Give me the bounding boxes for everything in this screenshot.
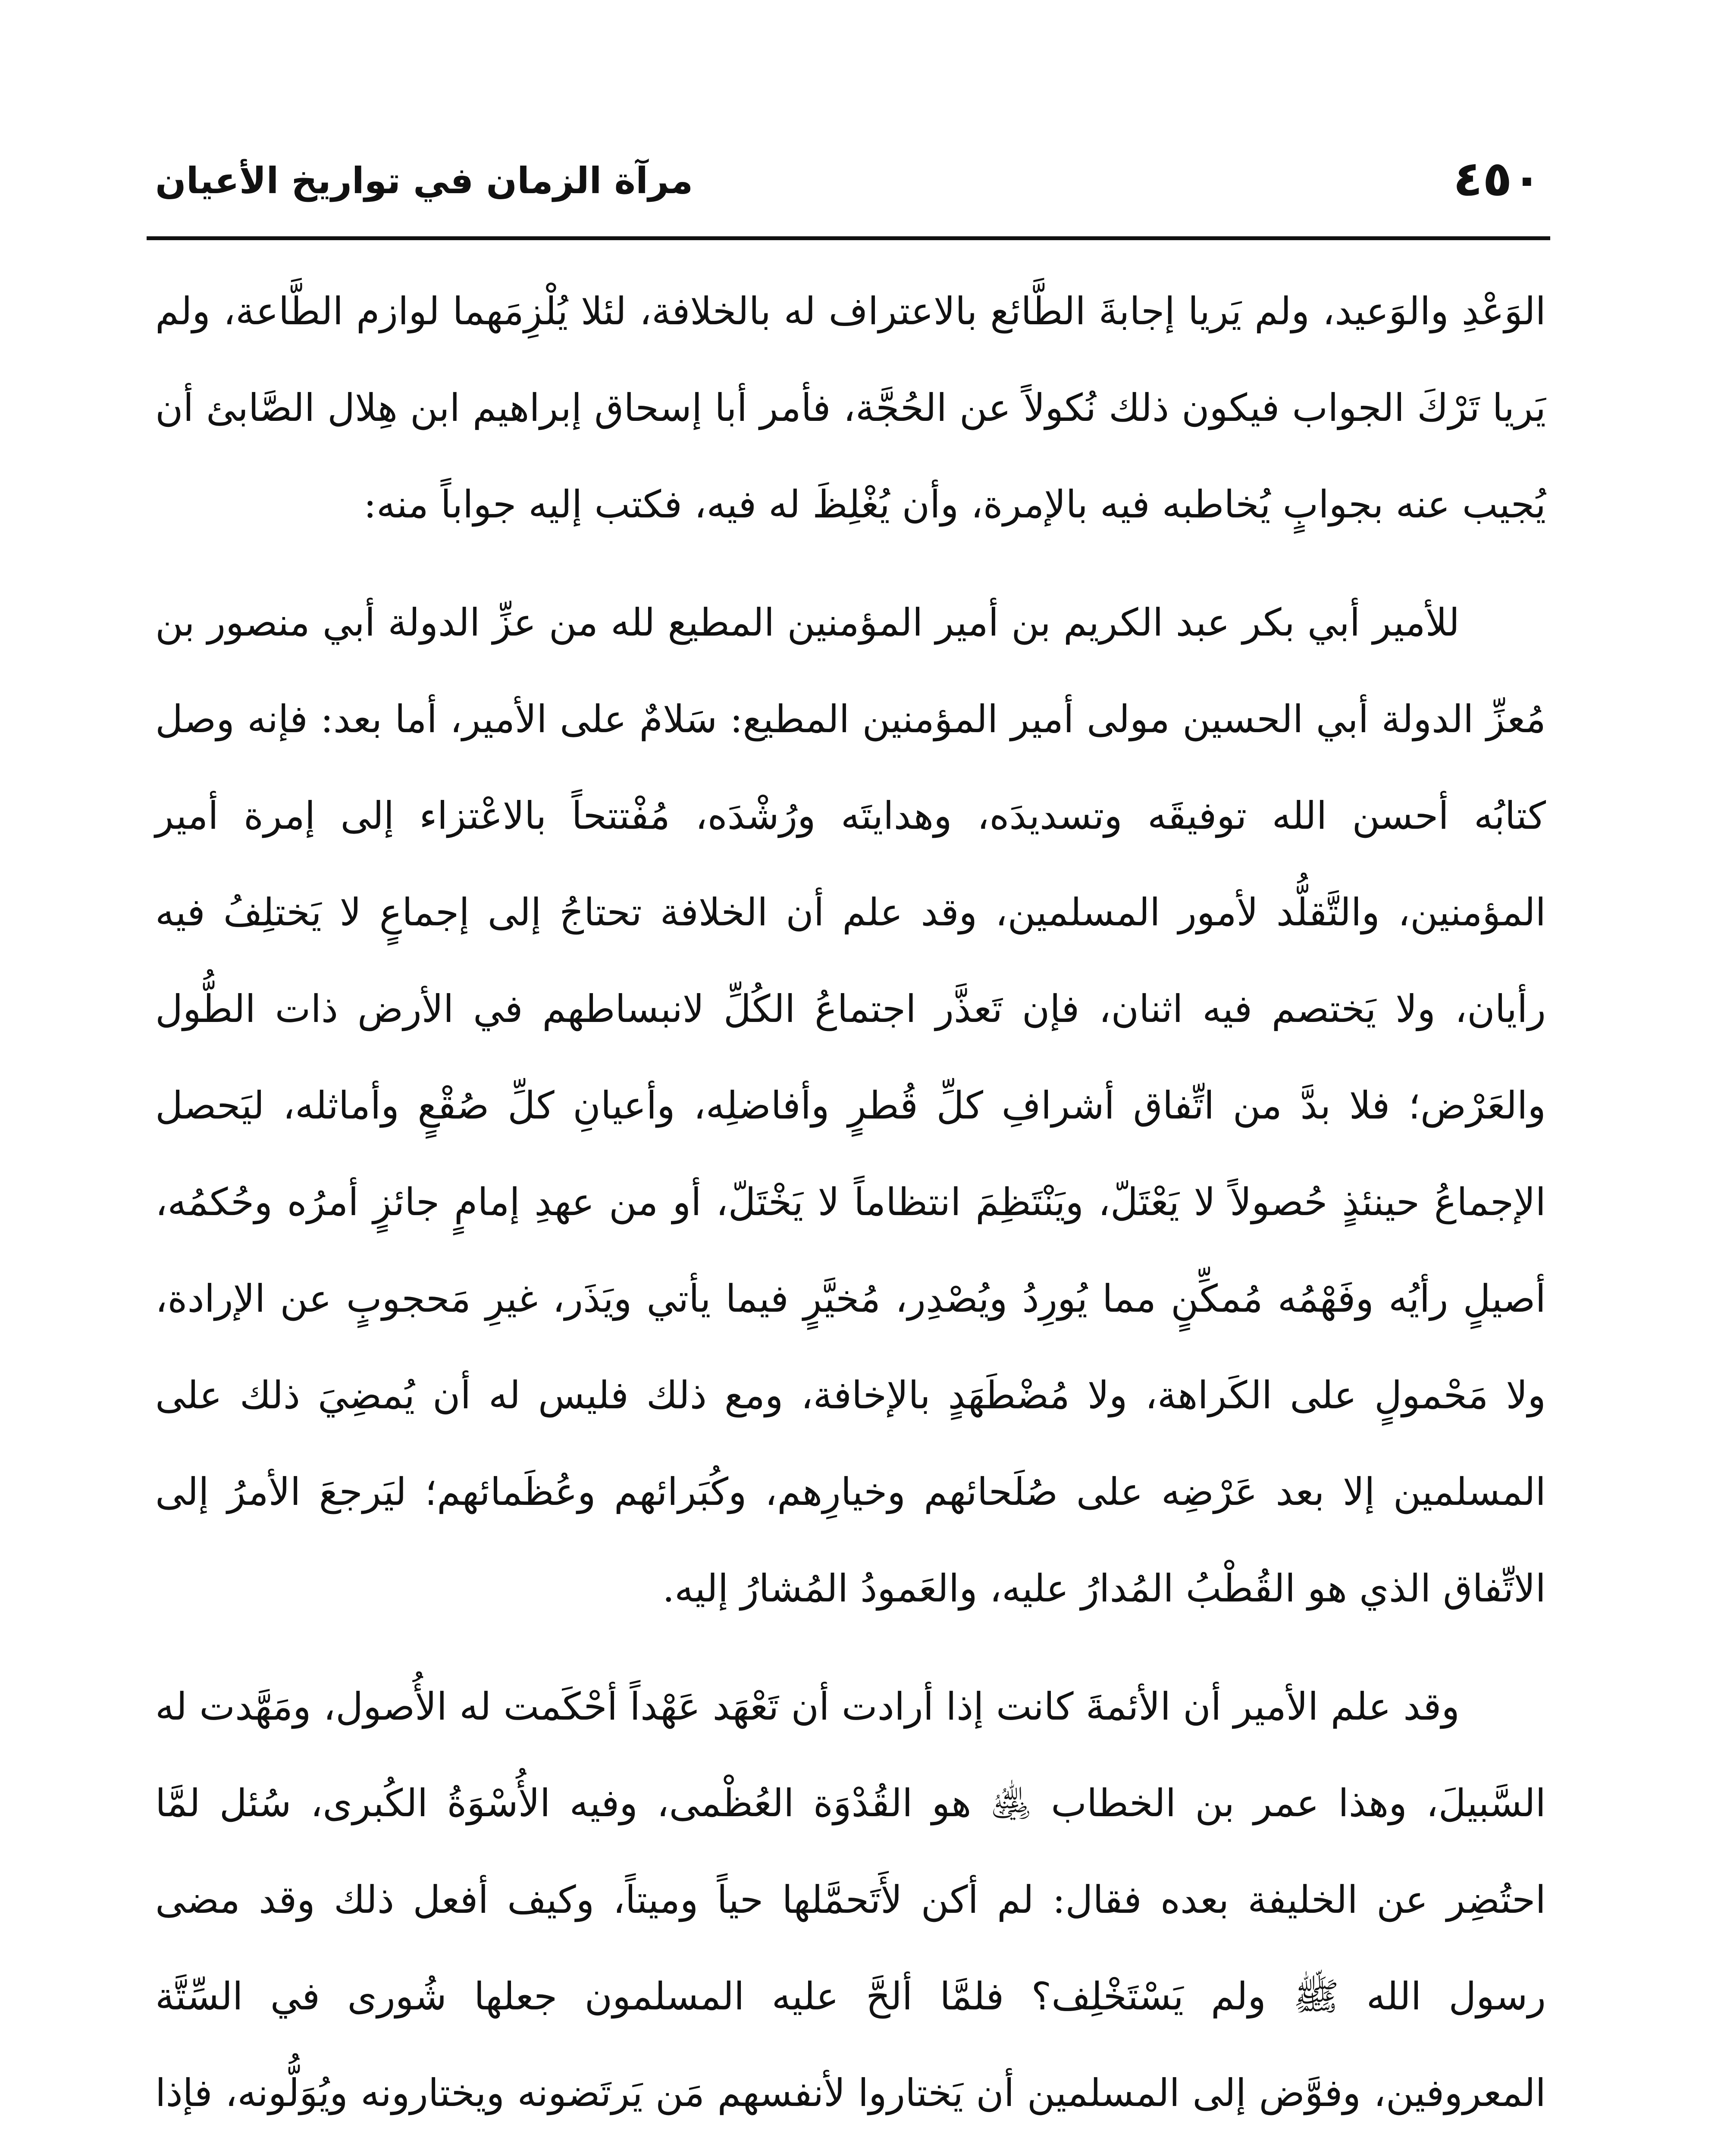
- paragraph-1: الوَعْدِ والوَعيد، ولم يَريا إجابةَ الطَّائع بالاعتراف له بالخلافة، لئلا يُلْزِمَهما لوازم الطَّاعة، ولم يَريا تَرْكَ الجواب فيكون ذلك نُكولاً عن الحُجَّة، فأمر أبا إسحاق إبراهيم ابن هِلال الصَّابئ أن يُجيب عنه بجوابٍ يُخاطبه فيه بالإمرة، وأن يُغْلِظَ له فيه، فكتب إليه جواباً منه:: [155, 289, 1546, 526]
- header-divider: [147, 236, 1550, 240]
- paragraph-2: للأمير أبي بكر عبد الكريم بن أمير المؤمنين المطيع لله من عزِّ الدولة أبي منصور بن مُعزِّ الدولة أبي الحسين مولى أمير المؤمنين المطيع: سَلامٌ على الأمير، أما بعد: فإنه وصل كتابُه أحسن الله توفيقَه وتسديدَه، وهدايتَه ورُشْدَه، مُفْتتحاً بالاعْتزاء إلى إمرة أمير المؤمنين، والتَّقلُّد لأمور المسلمين، وقد علم أن الخلافة تحتاجُ إلى إجماعٍ لا يَختلِفُ فيه رأيان، ولا يَختصم فيه اثنان، فإن تَعذَّر اجتماعُ الكُلِّ لانبساطهم في الأرض ذات الطُّول والعَرْض؛ فلا بدَّ من اتِّفاق أشرافِ كلِّ قُطرٍ وأفاضلِه، وأعيانِ كلِّ صُقْعٍ وأماثله، ليَحصل الإجماعُ حينئذٍ حُصولاً لا يَعْتَلّ، ويَنْتَظِمَ انتظاماً لا يَخْتَلّ، أو من عهدِ إمامٍ جائزٍ أمرُه وحُكمُه، أصيلٍ رأيُه وفَهْمُه مُمكِّنٍ مما يُورِدُ ويُصْدِر، مُخيَّرٍ فيما يأتي ويَذَر، غيرِ مَحجوبٍ عن الإرادة، ولا مَحْمولٍ على الكَراهة، ولا مُضْطَهَدٍ بالإخافة، ومع ذلك فليس له أن يُمضِيَ ذلك على المسلمين إلا بعد عَرْضِه على صُلَحائهم وخيارِهم، وكُبَرائهم وعُظَمائهم؛ ليَرجعَ الأمرُ إلى الاتِّفاق الذي هو القُطْبُ المُدارُ عليه، والعَمودُ المُشارُ إليه.: [155, 600, 1546, 1611]
- page-body: [155, 263, 1546, 2156]
- page-header: [147, 142, 1550, 233]
- paragraph-3: وقد علم الأمير أن الأئمةَ كانت إذا أرادت أن تَعْهَد عَهْداً أحْكَمت له الأُصول، ومَهَّدت له السَّبيلَ، وهذا عمر بن الخطاب ﵁ هو القُدْوَة العُظْمى، وفيه الأُسْوَةُ الكُبرى، سُئل لمَّا احتُضِر عن الخليفة بعده فقال: لم أكن لأَتَحمَّلها حياً وميتاً، وكيف أفعل ذلك وقد مضى رسول الله ﷺ ولم يَسْتَخْلِف؟ فلمَّا ألحَّ عليه المسلمون جعلها شُورى في السِّتَّة المعروفين، وفوَّض إلى المسلمين أن يَختاروا لأنفسهم مَن يَرتَضونه ويختارونه ويُوَلُّونه، فإذا: [155, 1684, 1546, 2115]
- running-title: مرآة الزمان في تواريخ الأعيان: [155, 160, 693, 202]
- page-number: ٤٥٠: [1453, 151, 1542, 207]
